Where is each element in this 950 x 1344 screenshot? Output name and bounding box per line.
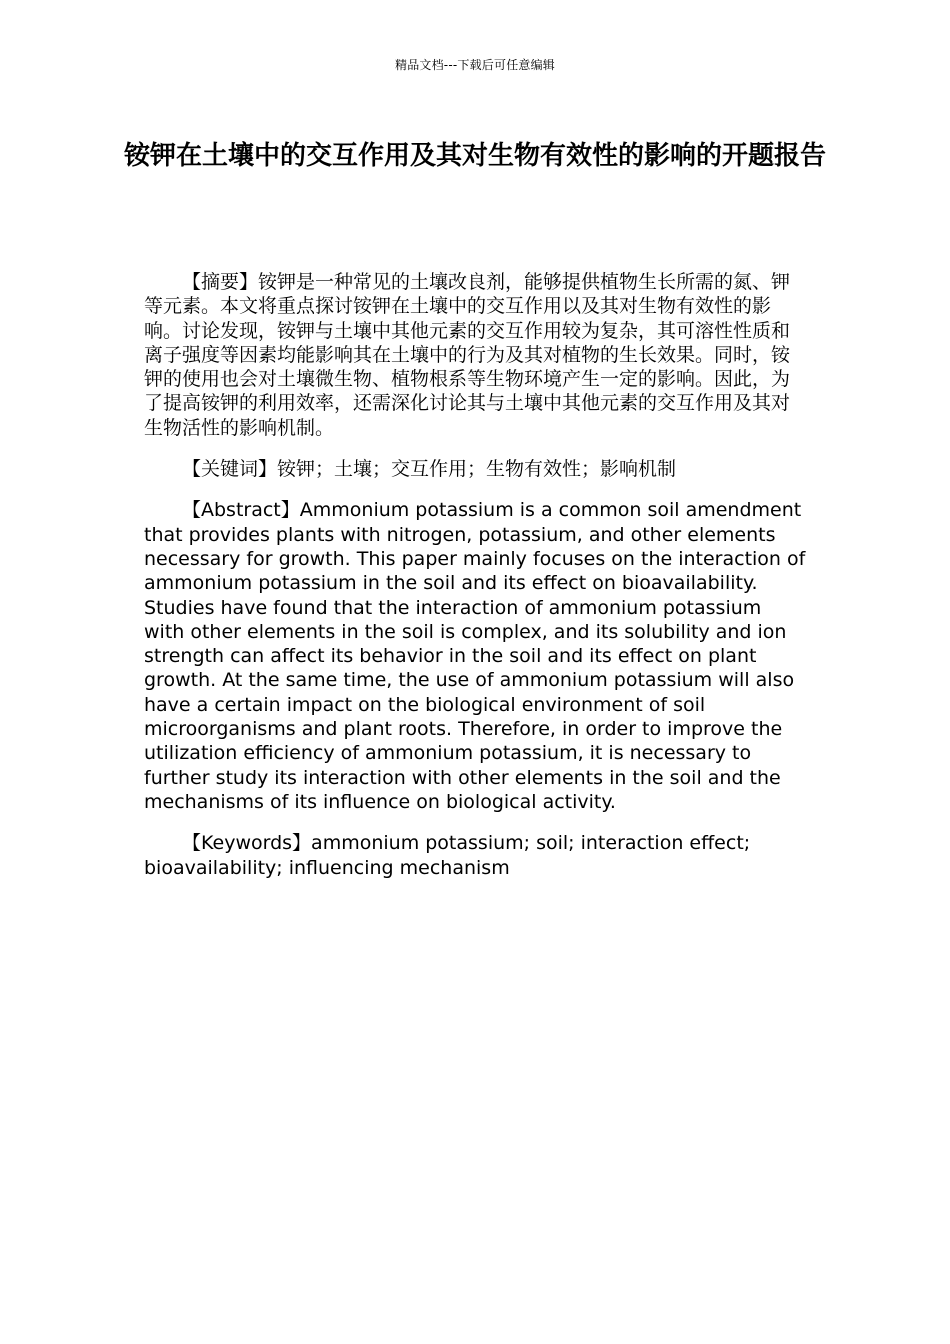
keywords-en: 【Keywords】ammonium potassium; soil; interaction effect; bioavailability; influencing mechanism <box>144 832 751 879</box>
header-note: 精品文档---下载后可任意编辑 <box>395 58 555 72</box>
keywords-cn: 【关键词】铵钾；土壤；交互作用；生物有效性；影响机制 <box>182 458 677 481</box>
abstract-cn: 【摘要】铵钾是一种常见的土壤改良剂，能够提供植物生长所需的氮、钾等元素。本文将重点探讨铵钾在土壤中的交互作用以及其对生物有效性的影响。讨论发现，铵钾与土壤中其他元素的交互作用较为复杂，其可溶性性质和离子强度等因素均能影响其在土壤中的行为及其对植物的生长效果。同时，铵钾的使用也会对土壤微生物、植物根系等生物环境产生一定的影响。因此，为了提高铵钾的利用效率，还需深化讨论其与土壤中其他元素的交互作用及其对生物活性的影响机制。 <box>144 271 791 439</box>
abstract-en: 【Abstract】Ammonium potassium is a common soil amendment that provides plants with nitrogen, potassium, and other elements necessary for growth. This paper mainly focuses on the interaction of ammonium potassium in the soil and its effect on bioavailability. Studies have found that the interaction of ammonium potassium with other elements in the soil is complex, and its solubility and ion strength can affect its behavior in the soil and its effect on plant growth. At the same time, the use of ammonium potassium will also have a certain impact on the biological environment of soil microorganisms and plant roots. Therefore, in order to improve the utilization efficiency of ammonium potassium, it is necessary to further study its interaction with other elements in the soil and the mechanisms of its influence on biological activity. <box>144 499 806 813</box>
document-body <box>144 270 806 897</box>
document-title: 铵钾在土壤中的交互作用及其对生物有效性的影响的开题报告 <box>123 141 826 171</box>
